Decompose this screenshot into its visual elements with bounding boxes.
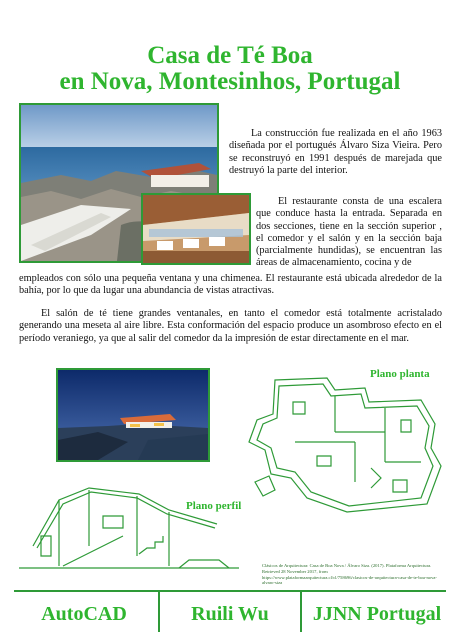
citation-line: Retrieved 28 November 2017, from — [262, 568, 328, 574]
profile-label: Plano perfil — [186, 500, 242, 512]
footer-project: JJNN Portugal — [312, 603, 442, 625]
footer-divider — [14, 590, 446, 592]
exterior-dusk-image — [58, 370, 208, 460]
plan-label: Plano planta — [370, 368, 430, 380]
paragraph-layout-part2: empleados con sólo una pequeña ventana y una chimenea. El restaurante está ubicada alrededor de la bahía, por lo que da lugar una abundancia de vistas atractivas. — [19, 273, 442, 297]
citation-line: Clásicos de Arquitectura: Casa de Boa Nova / Álvaro Siza. (2017). Plataforma Arquitectura. — [262, 563, 432, 568]
interior-dining-image — [143, 195, 249, 263]
page-title: Casa de Té Boa — [147, 42, 313, 69]
citation-url: https://www.plataformaarquitectura.cl/cl/758696/clasicos-de-arquitectura-casa-de-te-boa-nova-alvaro-siza — [262, 574, 437, 586]
paragraph-layout-part1: El restaurante consta de una escalera que conduce hasta la entrada. Separada en dos secciones, tiene en la sección superior , el comedor y el salón y en la sección baja (parcialmente hundidas), se encuentran las áreas de almacenamiento, cocina y de — [256, 196, 442, 269]
paragraph-history: La construcción fue realizada en el año 1963 diseñada por el portugués Álvaro Siza Vieira. Pero se reconstruyó en 1991 después de marejada que destruyó la parte del interior. — [229, 128, 442, 176]
section-profile-drawing — [19, 476, 242, 580]
footer-software: AutoCAD — [41, 603, 127, 625]
citation — [262, 563, 448, 586]
photo-exterior-dusk — [56, 368, 210, 462]
paragraph-tea-room: El salón de té tiene grandes ventanales, en tanto el comedor está totalmente acristalado generando una meseta al aire libre. Esta conformación del espacio produce un asombroso efecto en el período veraniego, ya que al salir del comedor da la impresión de estar directamente en el mar. — [19, 308, 442, 344]
photo-interior-dining — [141, 193, 251, 265]
floor-plan-drawing — [235, 362, 450, 522]
footer-author: Ruili Wu — [191, 603, 269, 625]
floor-plan — [235, 362, 450, 522]
page-subtitle: en Nova, Montesinhos, Portugal — [59, 68, 401, 95]
section-profile — [19, 476, 242, 580]
